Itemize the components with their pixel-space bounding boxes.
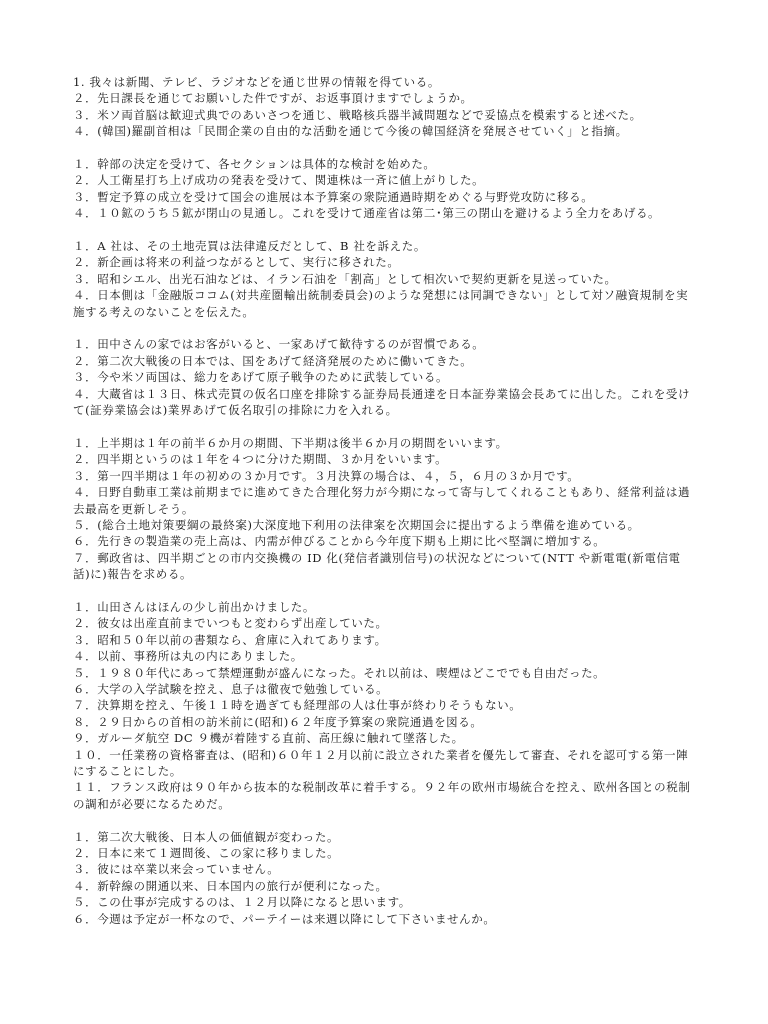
sentence-item: 1. 我々は新聞、テレビ、ラジオなどを通じ世界の情報を得ている。 — [73, 75, 440, 89]
sentence-item: ４．新幹線の開通以来、日本国内の旅行が便利になった。 — [73, 878, 388, 893]
sentence-item: １０．一任業務の資格審査は、(昭和)６０年１２月以前に設立された業者を優先して審査、それを認可する第一陣にすることにした。 — [73, 747, 689, 778]
sentence-item: ２．人工衛星打ち上げ成功の発表を受けて、関連株は一斉に値上がりした。 — [73, 173, 485, 188]
sentence-item: １．上半期は１年の前半６か月の期間、下半期は後半６か月の期間をいいます。 — [73, 435, 508, 450]
sentence-item: ６．先行きの製造業の売上高は、内需が伸びることから今年度下期も上期に比べ堅調に増加する。 — [73, 534, 606, 549]
sentence-item: ３．昭和５０年以前の書類なら、倉庫に入れてあります。 — [73, 632, 387, 647]
sentence-item: ４．日野自動車工業は前期までに進めてきた合理化努力が今期になって寄与してくれることもあり、経常利益は過去最高を更新しそう。 — [73, 485, 691, 516]
example-group-3 — [73, 238, 696, 320]
sentence-item: １．幹部の決定を受けて、各セクションは具体的な検討を始めた。 — [73, 157, 436, 172]
sentence-item: １．第二次大戦後、日本人の価値観が変わった。 — [73, 829, 340, 844]
sentence-item: ６．今週は予定が一杯なので、パーテイーは来週以降にして下さいませんか。 — [73, 911, 496, 926]
sentence-item: ２．彼女は出産直前までいつもと変わらず出産していた。 — [73, 616, 388, 631]
example-group-6 — [73, 599, 696, 812]
sentence-item: ４．１０鉱のうち５鉱が閉山の見通し。これを受けて通産省は第二･第三の閉山を避けるよう全力をあげる。 — [73, 206, 661, 221]
sentence-item: １．A 社は、その土地売買は法律違反だとして、B 社を訴えた。 — [73, 239, 426, 254]
sentence-item: ２．四半期というのは１年を４つに分けた期間、３か月をいいます。 — [73, 452, 448, 467]
example-group-4 — [73, 336, 696, 418]
sentence-item: ２．日本に来て１週間後、この家に移りました。 — [73, 846, 340, 860]
example-group-1 — [73, 74, 696, 140]
sentence-item: ３．今や米ソ両国は、総力をあげて原子戦争のために武装している。 — [73, 370, 449, 385]
sentence-item: ５．(総合土地対策要綱の最終案)大深度地下利用の法律案を次期国会に提出するよう準備を進めている。 — [73, 517, 640, 532]
sentence-item: ２．新企画は将来の利益つながるとして、実行に移された。 — [73, 255, 400, 270]
example-group-5 — [73, 435, 696, 583]
sentence-item: ３．暫定予算の成立を受けて国会の進展は本予算案の衆院通過時期をめぐる与野党攻防に移る。 — [73, 189, 594, 204]
sentence-item: ２．第二次大戦後の日本では、国をあげて経済発展のために働いてきた。 — [73, 353, 473, 368]
sentence-item: ７．郵政省は、四半期ごとの市内交換機の ID 化(発信者識別信号)の状況などについて(NTT や新電電(新電信電話)に)報告を求める。 — [73, 550, 681, 582]
sentence-item: ６．大学の入学試験を控え、息子は徹夜で勉強している。 — [73, 681, 389, 696]
sentence-item: ５．１９８０年代にあって禁煙運動が盛んになった。それ以前は、喫煙はどこででも自由だった。 — [73, 665, 606, 680]
sentence-item: ２．先日課長を通じてお願いした件ですが、お返事頂けますでしょうか。 — [73, 91, 473, 106]
sentence-item: ７．決算期を控え、午後１１時を過ぎても経理部の人は仕事が終わりそうもない。 — [73, 698, 522, 713]
sentence-item: ４．日本側は「金融版ココム(対共産圏輸出統制委員会)のような発想には同調できない」として対ソ融資規制を実施する考えのないことを伝えた。 — [73, 288, 689, 319]
example-group-7 — [73, 829, 696, 927]
sentence-item: ４．(韓国)羅副首相は「民間企業の自由的な活動を通じて今後の韓国経済を発展させていく」と指摘。 — [73, 124, 628, 139]
sentence-item: １．山田さんはほんの少し前出かけました。 — [73, 599, 315, 614]
sentence-item: ３．昭和シエル、出光石油などは、イラン石油を「割高」として相次いで契約更新を見送っていた。 — [73, 271, 617, 286]
sentence-item: １１．フランス政府は９０年から抜本的な税制改革に着手する。９２年の欧州市場統合を控え、欧州各国との税制の調和が必要になるためだ。 — [73, 780, 691, 811]
sentence-item: ９．ガルーダ航空 DC ９機が着陸する直前、高圧線に触れて墜落した。 — [73, 731, 464, 746]
example-group-2 — [73, 156, 696, 222]
sentence-item: ５．この仕事が完成するのは、１２月以降になると思います。 — [73, 895, 411, 910]
sentence-item: ３．彼には卒業以来会っていません。 — [73, 862, 280, 877]
sentence-item: １．田中さんの家ではお客がいると、一家あげて歓待するのが習慣である。 — [73, 337, 485, 352]
sentence-item: ３．第一四半期は１年の初めの３か月です。３月決算の場合は、４，５，６月の３か月です。 — [73, 468, 580, 483]
sentence-item: ４．以前、事務所は丸の内にありました。 — [73, 649, 303, 664]
sentence-item: ８．２９日からの首相の訪米前に(昭和)６２年度予算案の衆院通過を図る。 — [73, 714, 483, 729]
sentence-item: ４．大蔵省は１３日、株式売買の仮名口座を排除する証券局長通達を日本証券業協会長あてに出した。これを受けて(証券業協会は)業界あげて仮名取引の排除に力を入れる。 — [73, 386, 691, 418]
sentence-item: ３．米ソ両首脳は歓迎式典でのあいさつを通じ、戦略核兵器半減問題などで妥協点を模索すると述べた。 — [73, 107, 642, 122]
